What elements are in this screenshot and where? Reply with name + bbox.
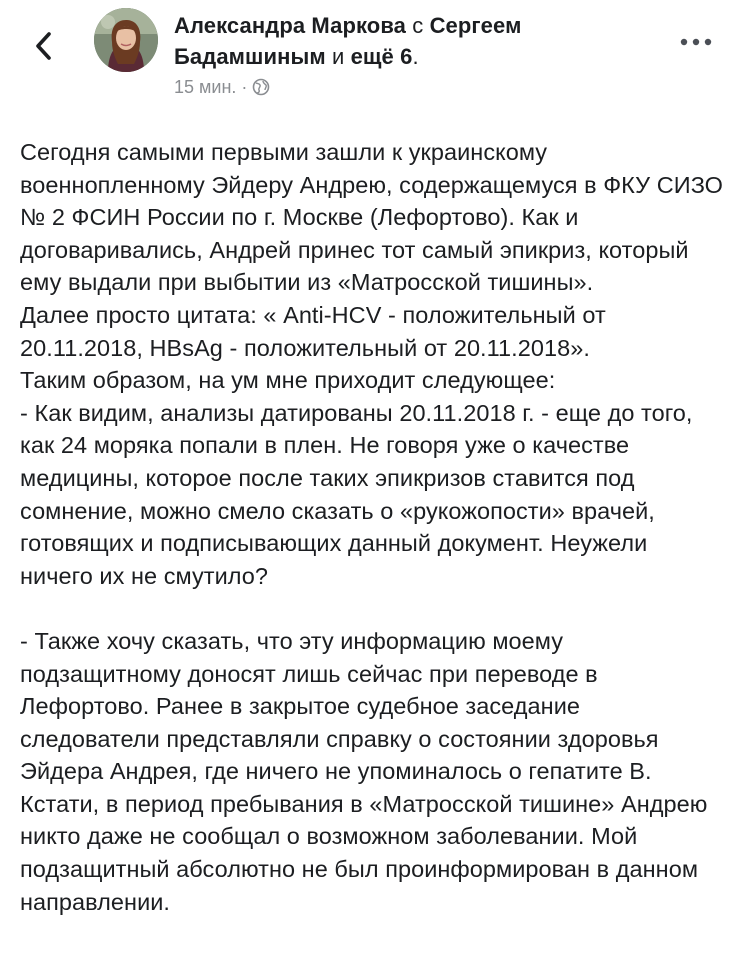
more-horizontal-icon (678, 37, 714, 47)
header-text (174, 10, 654, 99)
and-word: и (331, 44, 345, 69)
post-text (20, 136, 724, 918)
author-name[interactable]: Александра Маркова (174, 13, 407, 38)
with-word: с (412, 13, 424, 38)
post-paragraph-5: - Также хочу сказать, что эту информацию моему подзащитному доносят лишь сейчас при переводе в Лефортово. Ранее в закрытое судебное заседание следователи представляли справку о состоянии здоровья Эйдера Андрея, где ничего не упоминалось о гепатите В. Кстати, в период пребывания в «Матросской тишине» Андрею никто даже не сообщал о возможном заболевании. Мой подзащитный абсолютно не был проинформирован в данном направлении. (20, 627, 708, 915)
post-paragraph-4: - Как видим, анализы датированы 20.11.2018 г. - еще до того, как 24 моряка попали в плен. Не говоря уже о качестве медицины, которое после таких эпикризов ставится под сомнение, можно смело сказать о «рукожопости» врачей, готовящих и подписывающих данный документ. Неужели ничего их не смутило? (20, 399, 693, 589)
back-button[interactable] (28, 28, 58, 64)
chevron-left-icon (34, 31, 52, 61)
others-link[interactable]: ещё 6 (350, 44, 413, 69)
paragraph-gap (20, 592, 724, 625)
globe-icon (252, 78, 270, 96)
avatar-image (94, 8, 158, 72)
post-header (0, 0, 740, 110)
more-options-button[interactable] (676, 30, 716, 54)
post-paragraph-3: Таким образом, на ум мне приходит следующее: (20, 367, 556, 394)
avatar[interactable] (94, 8, 158, 72)
post-meta (174, 75, 654, 99)
post-time[interactable]: 15 мин. (174, 76, 237, 97)
meta-separator: · (241, 76, 248, 97)
title-period: . (412, 44, 419, 69)
post-title (174, 10, 654, 72)
post-paragraph-2: Далее просто цитата: « Anti-HCV - положительный от 20.11.2018, HBsAg - положительный от 20.11.2018». (20, 301, 606, 361)
post-paragraph-1: Сегодня самыми первыми зашли к украинскому военнопленному Эйдеру Андрею, содержащемуся в ФКУ СИЗО № 2 ФСИН России по г. Москве (Лефортово). Как и договаривались, Андрей принес тот самый эпикриз, который ему выдали при выбытии из «Матросской тишины». (20, 139, 724, 296)
tagged-name[interactable]: Сергеем Бадамшиным (174, 13, 522, 69)
